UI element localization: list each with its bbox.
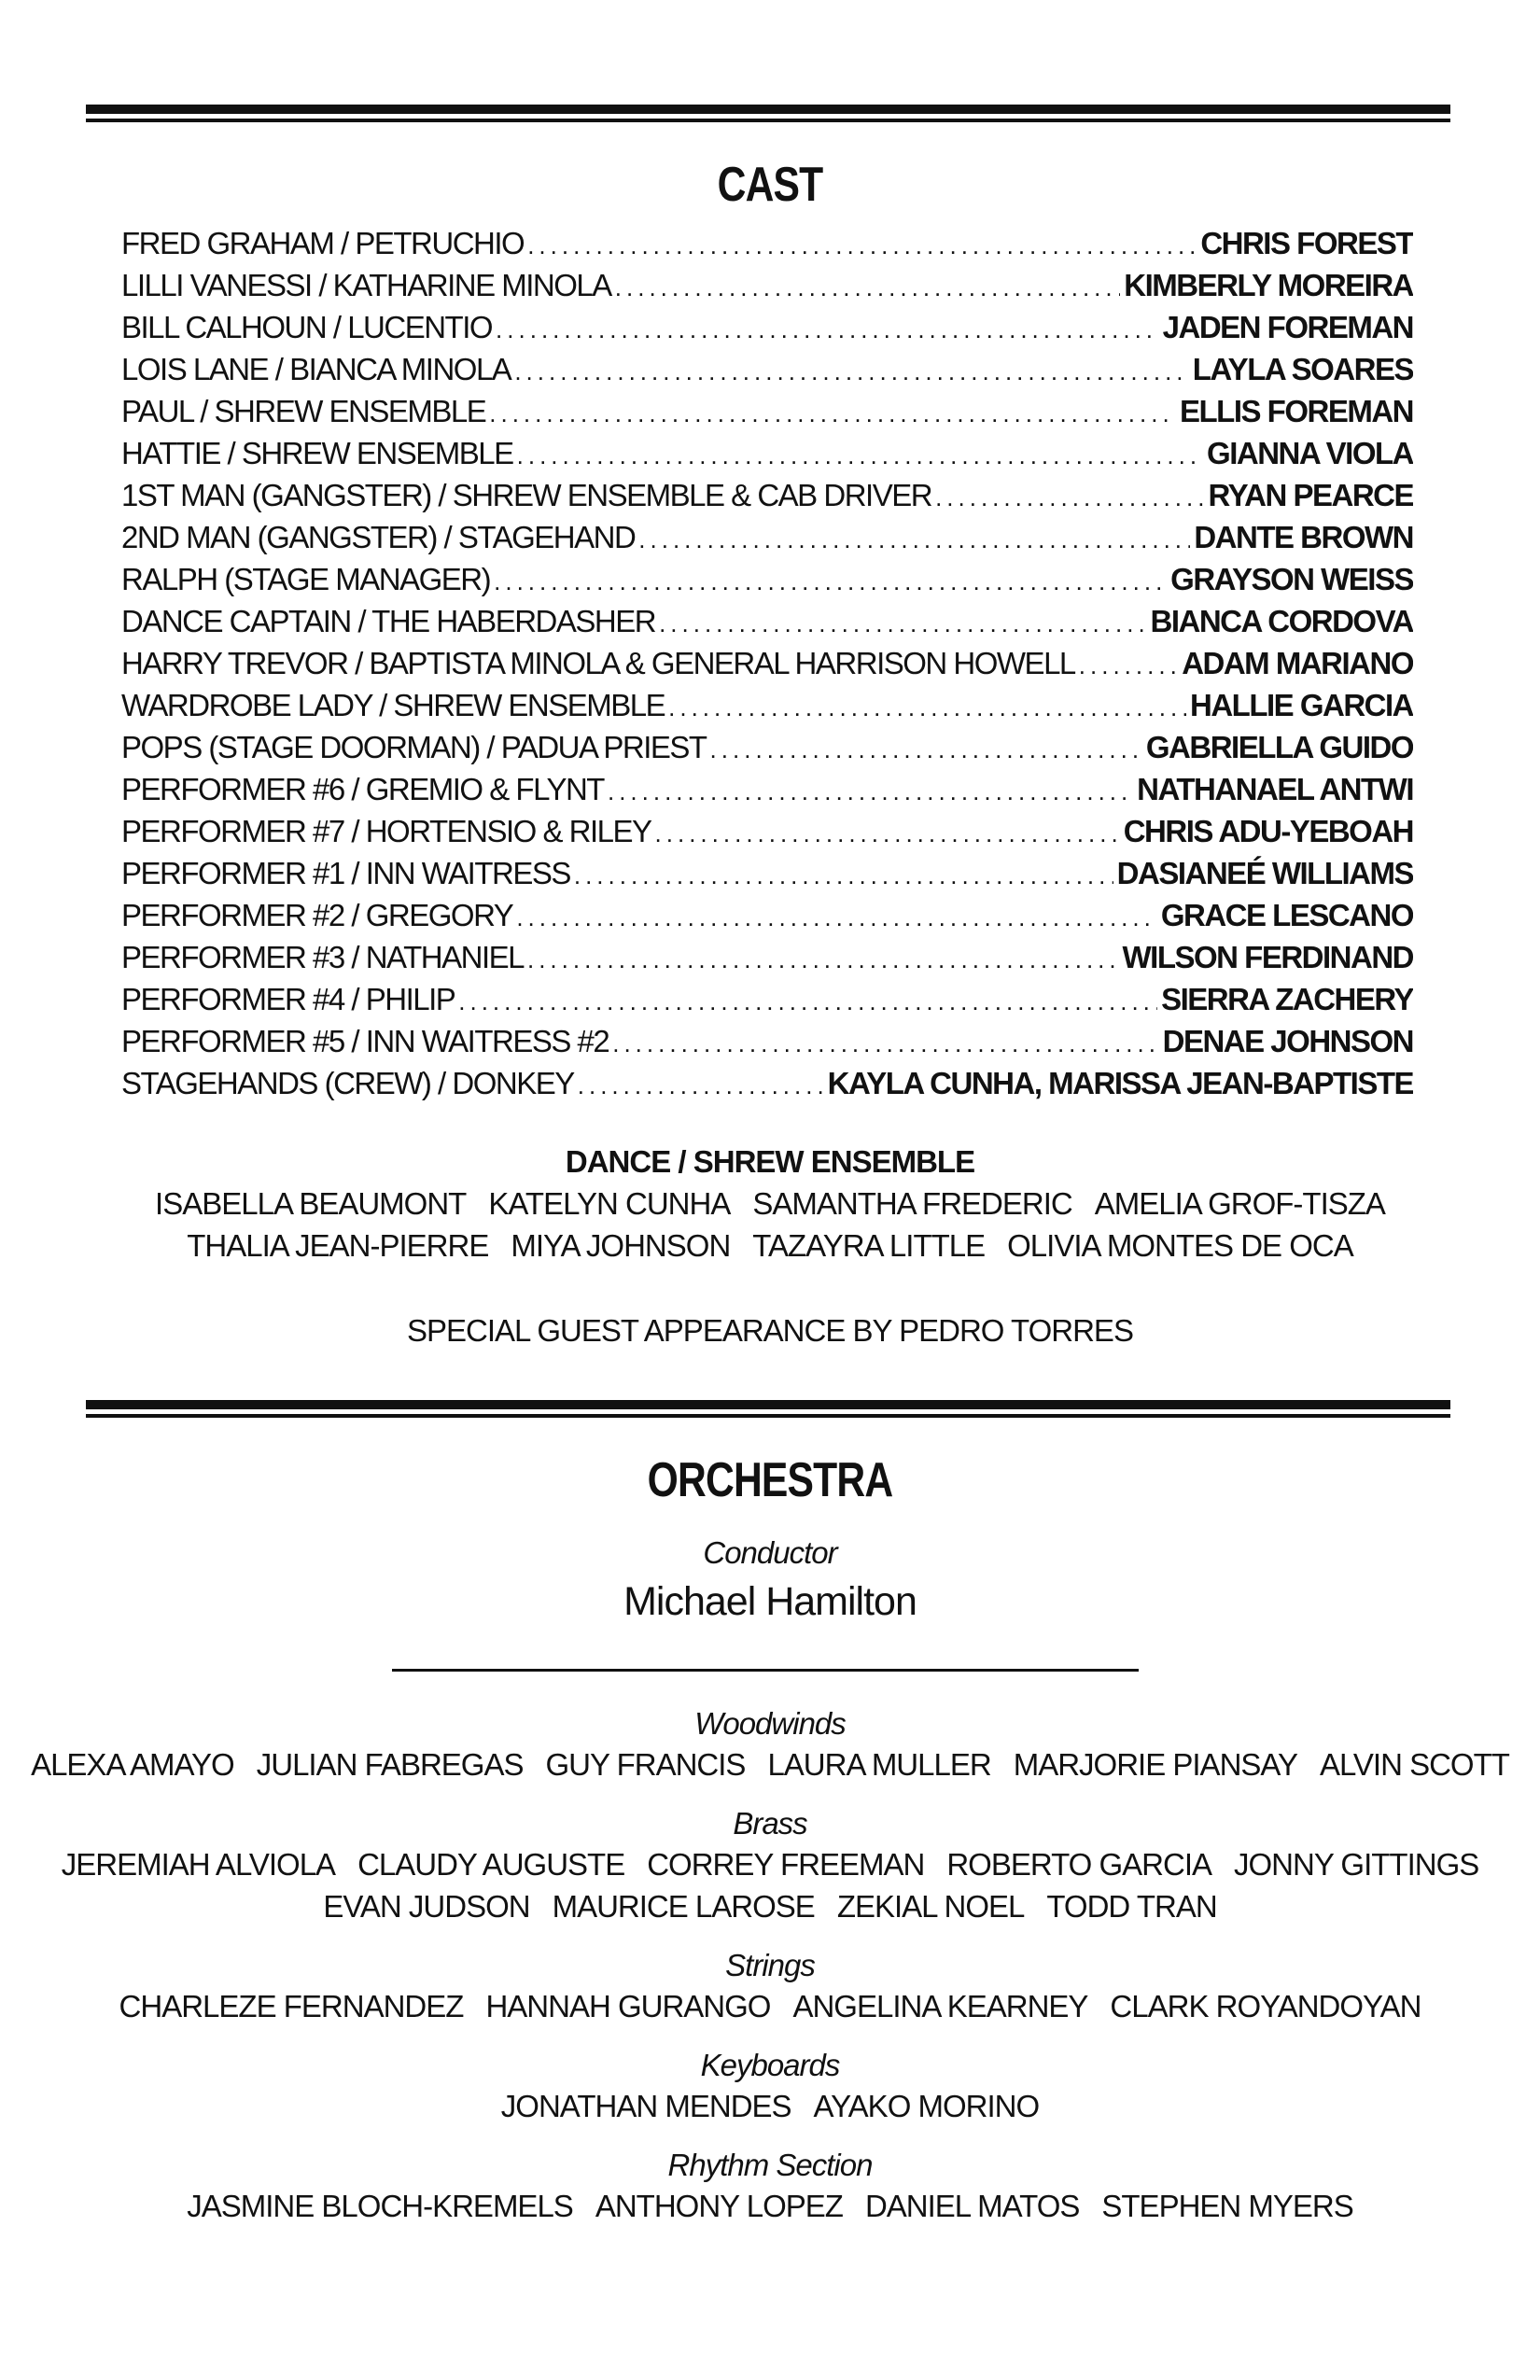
orchestra-sections (0, 1704, 1540, 2246)
musician-line (0, 1985, 1540, 2027)
section-label: Keyboards (700, 2048, 840, 2082)
cast-row (121, 390, 1413, 432)
cast-role: HATTIE / SHREW ENSEMBLE (121, 436, 513, 470)
cast-actor: RYAN PEARCE (1208, 478, 1413, 512)
orchestra-section (0, 2146, 1540, 2227)
orchestra-section (0, 1946, 1540, 2027)
cast-actor: DENAE JOHNSON (1162, 1024, 1413, 1058)
musician-name: TODD TRAN (1046, 1889, 1217, 1924)
cast-actor: JADEN FOREMAN (1162, 310, 1413, 344)
cast-role: FRED GRAHAM / PETRUCHIO (121, 226, 525, 260)
conductor-label: Conductor (703, 1535, 837, 1570)
musician-name: JONNY GITTINGS (1234, 1847, 1479, 1882)
cast-row (121, 600, 1413, 642)
conductor-divider (392, 1669, 1139, 1672)
dot-leader (659, 603, 1146, 642)
cast-role: PERFORMER #6 / GREMIO & FLYNT (121, 772, 604, 806)
dot-leader (494, 561, 1167, 600)
musician-name: CLARK ROYANDOYAN (1110, 1989, 1421, 2023)
musician-name: AYAKO MORINO (813, 2089, 1040, 2123)
cast-role: RALPH (STAGE MANAGER) (121, 562, 491, 596)
ensemble-line (0, 1183, 1540, 1225)
cast-actor: KIMBERLY MOREIRA (1124, 268, 1413, 302)
cast-row (121, 978, 1413, 1020)
musician-line (0, 1885, 1540, 1927)
musician-line (0, 2185, 1540, 2227)
cast-role: PERFORMER #1 / INN WAITRESS (121, 856, 570, 890)
ensemble-member: MIYA JOHNSON (511, 1228, 731, 1263)
dot-leader (516, 897, 1156, 936)
cast-actor: SIERRA ZACHERY (1161, 982, 1413, 1016)
top-double-rule (86, 105, 1450, 122)
cast-title: CAST (717, 158, 823, 212)
cast-actor: GRAYSON WEISS (1170, 562, 1413, 596)
cast-row (121, 642, 1413, 684)
ensemble-block (0, 1141, 1540, 1267)
special-guest: SPECIAL GUEST APPEARANCE BY PEDRO TORRES (407, 1313, 1133, 1348)
cast-row (121, 852, 1413, 894)
cast-role: PERFORMER #2 / GREGORY (121, 898, 513, 932)
ensemble-line (0, 1225, 1540, 1267)
musician-name: CHARLEZE FERNANDEZ (119, 1989, 464, 2023)
dot-leader (517, 435, 1203, 474)
section-label: Rhythm Section (667, 2148, 873, 2182)
cast-row (121, 222, 1413, 264)
cast-row (121, 936, 1413, 978)
musician-name: JONATHAN MENDES (500, 2089, 791, 2123)
ensemble-member: THALIA JEAN-PIERRE (187, 1228, 489, 1263)
cast-row (121, 1062, 1413, 1104)
cast-row (121, 516, 1413, 558)
orchestra-section (0, 1804, 1540, 1927)
cast-actor: DANTE BROWN (1194, 520, 1413, 554)
dot-leader (655, 813, 1120, 852)
musician-name: EVAN JUDSON (323, 1889, 530, 1924)
cast-actor: GABRIELLA GUIDO (1145, 730, 1413, 764)
cast-row (121, 432, 1413, 474)
musician-name: JASMINE BLOCH-KREMELS (187, 2189, 573, 2223)
musician-line (0, 2085, 1540, 2127)
dot-leader (489, 393, 1176, 432)
musician-name: JULIAN FABREGAS (256, 1747, 524, 1782)
musician-name: STEPHEN MYERS (1101, 2189, 1353, 2223)
cast-actor: BIANCA CORDOVA (1150, 604, 1413, 638)
musician-name: ALEXA AMAYO (31, 1747, 234, 1782)
cast-role: PERFORMER #7 / HORTENSIO & RILEY (121, 814, 651, 848)
musician-name: MAURICE LAROSE (552, 1889, 815, 1924)
ensemble-member: SAMANTHA FREDERIC (752, 1186, 1072, 1221)
musician-name: HANNAH GURANGO (485, 1989, 771, 2023)
dot-leader (574, 855, 1113, 894)
ensemble-title: DANCE / SHREW ENSEMBLE (565, 1144, 975, 1179)
cast-list (121, 222, 1413, 1104)
dot-leader (668, 687, 1186, 726)
cast-actor: GRACE LESCANO (1160, 898, 1413, 932)
musician-name: MARJORIE PIANSAY (1013, 1747, 1297, 1782)
orchestra-title: ORCHESTRA (647, 1453, 893, 1507)
dot-leader (527, 939, 1119, 978)
cast-row (121, 558, 1413, 600)
cast-role: WARDROBE LADY / SHREW ENSEMBLE (121, 688, 665, 722)
dot-leader (638, 519, 1190, 558)
dot-leader (514, 351, 1188, 390)
musician-name: CORREY FREEMAN (647, 1847, 925, 1882)
conductor-name: Michael Hamilton (623, 1579, 917, 1624)
cast-role: LOIS LANE / BIANCA MINOLA (121, 352, 511, 386)
cast-role: PERFORMER #3 / NATHANIEL (121, 940, 524, 974)
orchestra-section (0, 2046, 1540, 2127)
dot-leader (710, 729, 1142, 768)
dot-leader (935, 477, 1204, 516)
musician-name: ALVIN SCOTT (1320, 1747, 1509, 1782)
cast-row (121, 684, 1413, 726)
cast-actor: GIANNA VIOLA (1207, 436, 1413, 470)
cast-role: PERFORMER #5 / INN WAITRESS #2 (121, 1024, 609, 1058)
cast-role: HARRY TREVOR / BAPTISTA MINOLA & GENERAL HARRISON HOWELL (121, 646, 1075, 680)
cast-actor: CHRIS ADU-YEBOAH (1123, 814, 1413, 848)
musician-name: ZEKIAL NOEL (836, 1889, 1025, 1924)
ensemble-member: AMELIA GROF-TISZA (1094, 1186, 1385, 1221)
dot-leader (527, 225, 1197, 264)
cast-row (121, 894, 1413, 936)
cast-role: 1ST MAN (GANGSTER) / SHREW ENSEMBLE & CAB DRIVER (121, 478, 932, 512)
cast-role: STAGEHANDS (CREW) / DONKEY (121, 1066, 574, 1100)
dot-leader (608, 771, 1133, 810)
cast-role: 2ND MAN (GANGSTER) / STAGEHAND (121, 520, 636, 554)
cast-role: PERFORMER #4 / PHILIP (121, 982, 455, 1016)
cast-row (121, 348, 1413, 390)
cast-row (121, 264, 1413, 306)
dot-leader (458, 981, 1157, 1020)
dot-leader (612, 1023, 1158, 1062)
middle-double-rule (86, 1400, 1450, 1418)
cast-actor: LAYLA SOARES (1192, 352, 1413, 386)
cast-role: LILLI VANESSI / KATHARINE MINOLA (121, 268, 611, 302)
cast-actor: WILSON FERDINAND (1122, 940, 1413, 974)
cast-role: PAUL / SHREW ENSEMBLE (121, 394, 486, 428)
cast-row (121, 306, 1413, 348)
dot-leader (1079, 645, 1178, 684)
musician-name: ROBERTO GARCIA (946, 1847, 1212, 1882)
ensemble-member: KATELYN CUNHA (488, 1186, 731, 1221)
cast-actor: ADAM MARIANO (1182, 646, 1413, 680)
cast-role: POPS (STAGE DOORMAN) / PADUA PRIEST (121, 730, 707, 764)
ensemble-member: TAZAYRA LITTLE (752, 1228, 986, 1263)
musician-name: GUY FRANCIS (545, 1747, 746, 1782)
musician-name: DANIEL MATOS (864, 2189, 1080, 2223)
cast-actor: ELLIS FOREMAN (1180, 394, 1413, 428)
cast-row (121, 1020, 1413, 1062)
section-label: Woodwinds (694, 1706, 846, 1741)
cast-actor: KAYLA CUNHA, MARISSA JEAN-BAPTISTE (827, 1066, 1413, 1100)
ensemble-member: OLIVIA MONTES DE OCA (1007, 1228, 1353, 1263)
section-label: Brass (733, 1806, 807, 1841)
ensemble-member: ISABELLA BEAUMONT (155, 1186, 467, 1221)
cast-actor: NATHANAEL ANTWI (1137, 772, 1413, 806)
ensemble-names (0, 1183, 1540, 1267)
musician-name: CLAUDY AUGUSTE (357, 1847, 625, 1882)
cast-actor: DASIANEÉ WILLIAMS (1116, 856, 1413, 890)
dot-leader (615, 267, 1121, 306)
cast-row (121, 726, 1413, 768)
musician-line (0, 1743, 1540, 1785)
cast-row (121, 810, 1413, 852)
cast-actor: CHRIS FOREST (1200, 226, 1413, 260)
dot-leader (578, 1065, 824, 1104)
musician-line (0, 1843, 1540, 1885)
musician-name: ANTHONY LOPEZ (595, 2189, 843, 2223)
section-label: Strings (725, 1948, 815, 1982)
cast-row (121, 474, 1413, 516)
cast-actor: HALLIE GARCIA (1190, 688, 1413, 722)
musician-name: ANGELINA KEARNEY (792, 1989, 1088, 2023)
cast-row (121, 768, 1413, 810)
orchestra-section (0, 1704, 1540, 1785)
musician-name: LAURA MULLER (767, 1747, 991, 1782)
dot-leader (496, 309, 1159, 348)
cast-role: DANCE CAPTAIN / THE HABERDASHER (121, 604, 656, 638)
cast-role: BILL CALHOUN / LUCENTIO (121, 310, 493, 344)
musician-name: JEREMIAH ALVIOLA (61, 1847, 336, 1882)
